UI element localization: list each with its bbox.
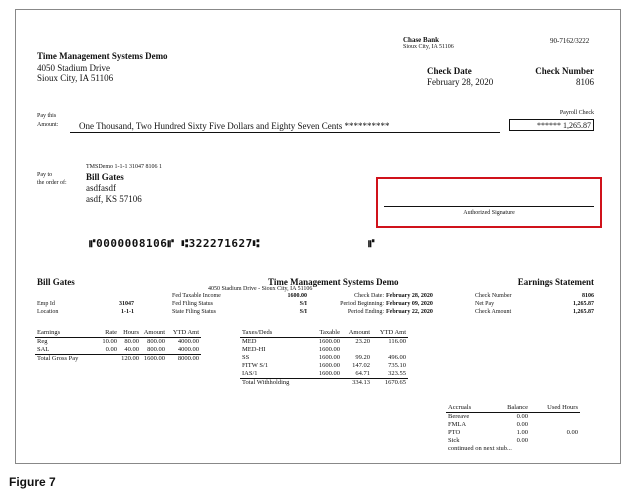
state-filing-label: State Filing Status [172, 309, 217, 315]
check-number: 8106 [576, 77, 594, 87]
amount-numeric: ****** 1,265.87 [509, 119, 594, 131]
accruals-table: Accruals Balance Used Hours Bereave 0.00 FMLA 0.00 PTO 1.00 0.00 Sick 0.00 continued on next stub... [448, 404, 578, 452]
stub-check-number-label: Check Number [475, 293, 512, 299]
period-end-label: Period Ending: [347, 309, 384, 315]
earnings-statement-title: Earnings Statement [517, 277, 594, 287]
location: 1-1-1 [121, 309, 134, 315]
state-filing-value: S/I [299, 309, 307, 315]
stub-company-name: Time Management Systems Demo [268, 277, 399, 287]
table-row: Reg 10.00 80.00 800.00 4000.00 [37, 338, 199, 345]
pay-to-label: Pay to [37, 172, 53, 178]
amount-label: Amount: [37, 122, 59, 128]
net-pay-label: Net Pay [475, 301, 495, 307]
table-row: FMLA 0.00 [448, 421, 528, 428]
fed-filing-value: S/I [299, 301, 307, 307]
stub-check-number: 8106 [582, 293, 594, 299]
table-row: Bereave 0.00 [448, 413, 528, 420]
net-pay: 1,265.87 [573, 301, 594, 307]
check-date: February 28, 2020 [427, 77, 494, 87]
payee-name: Bill Gates [86, 172, 124, 182]
table-row: SS 1600.00 99.20 496.00 [242, 354, 406, 361]
period-begin: February 09, 2020 [386, 301, 433, 307]
period-end: February 22, 2020 [386, 309, 433, 315]
table-row: MED-HI 1600.00 [242, 346, 340, 353]
fed-taxable-label: Fed Taxable Income [172, 293, 221, 299]
company-name: Time Management Systems Demo [37, 51, 168, 61]
check-amount-label: Check Amount [475, 309, 512, 315]
bank-city: Sioux City, IA 51106 [403, 44, 454, 50]
pay-this-label: Pay this [37, 113, 57, 119]
table-row: MED 1600.00 23.20 116.00 [242, 338, 406, 345]
fed-filing-label: Fed Filing Status [172, 301, 214, 307]
company-address-2: Sioux City, IA 51106 [37, 73, 114, 83]
earnings-table: Earnings Rate Hours Amount YTD Amt Reg 10.00 80.00 800.00 4000.00 SAL 0.00 40.00 800.00 4000.00 Total Gross Pay 120.00 1600.00 8000.00 [37, 329, 199, 362]
location-label: Location [37, 309, 59, 315]
taxes-table: Taxes/Deds Taxable Amount YTD Amt MED 1600.00 23.20 116.00 MED-HI 1600.00 SS 1600.00 99.20 496.00 FITW S/1 1600.00 147.02 735.10 IAS/1 1600.00 64.71 323.55 Total Withholding 334.13 1670.65 [242, 329, 406, 386]
bank-name: Chase Bank [403, 36, 439, 44]
payee-address-1: asdfasdf [86, 183, 116, 193]
authorized-signature-label: Authorized Signature [463, 210, 515, 216]
fed-taxable-value: 1600.00 [287, 293, 307, 299]
check-date-label: Check Date [427, 66, 472, 76]
table-row: IAS/1 1600.00 64.71 323.55 [242, 370, 406, 377]
payroll-check-label: Payroll Check [559, 110, 594, 116]
table-row: Total Withholding 334.13 1670.65 [242, 379, 406, 386]
table-row: PTO 1.00 0.00 [448, 429, 578, 436]
stub-check-date: February 28, 2020 [386, 293, 433, 299]
micr-end-symbol: ⑈ [368, 237, 375, 250]
stub-check-date-label: Check Date: [354, 293, 384, 299]
payee-address-2: asdf, KS 57106 [86, 194, 142, 204]
reference-line: TMSDemo 1-1-1 31047 8106 1 [86, 164, 162, 170]
company-address-1: 4050 Stadium Drive [37, 63, 110, 73]
bank-routing: 90-7162/3222 [550, 37, 590, 45]
period-begin-label: Period Beginning: [340, 301, 384, 307]
table-row: SAL 0.00 40.00 800.00 4000.00 [37, 346, 199, 353]
amount-in-words: One Thousand, Two Hundred Sixty Five Dollars and Eighty Seven Cents ********** [79, 121, 390, 131]
check-number-label: Check Number [535, 66, 594, 76]
figure-caption: Figure 7 [9, 475, 56, 489]
emp-id: 31047 [119, 301, 134, 307]
stub-company-address: 4050 Stadium Drive - Sioux City, IA 51106 [208, 286, 313, 292]
emp-id-label: Emp Id [37, 301, 55, 307]
micr-line: ⑈0000008106⑈ ⑆322271627⑆ [89, 237, 260, 250]
table-row: Sick 0.00 [448, 437, 528, 444]
continued-note: continued on next stub... [448, 445, 512, 452]
table-row: Total Gross Pay 120.00 1600.00 8000.00 [37, 355, 199, 362]
order-of-label: the order of: [37, 180, 67, 186]
stub-employee-name: Bill Gates [37, 277, 75, 287]
signature-highlight-box [376, 177, 602, 228]
table-row: FITW S/1 1600.00 147.02 735.10 [242, 362, 406, 369]
check-amount: 1,265.87 [573, 309, 594, 315]
